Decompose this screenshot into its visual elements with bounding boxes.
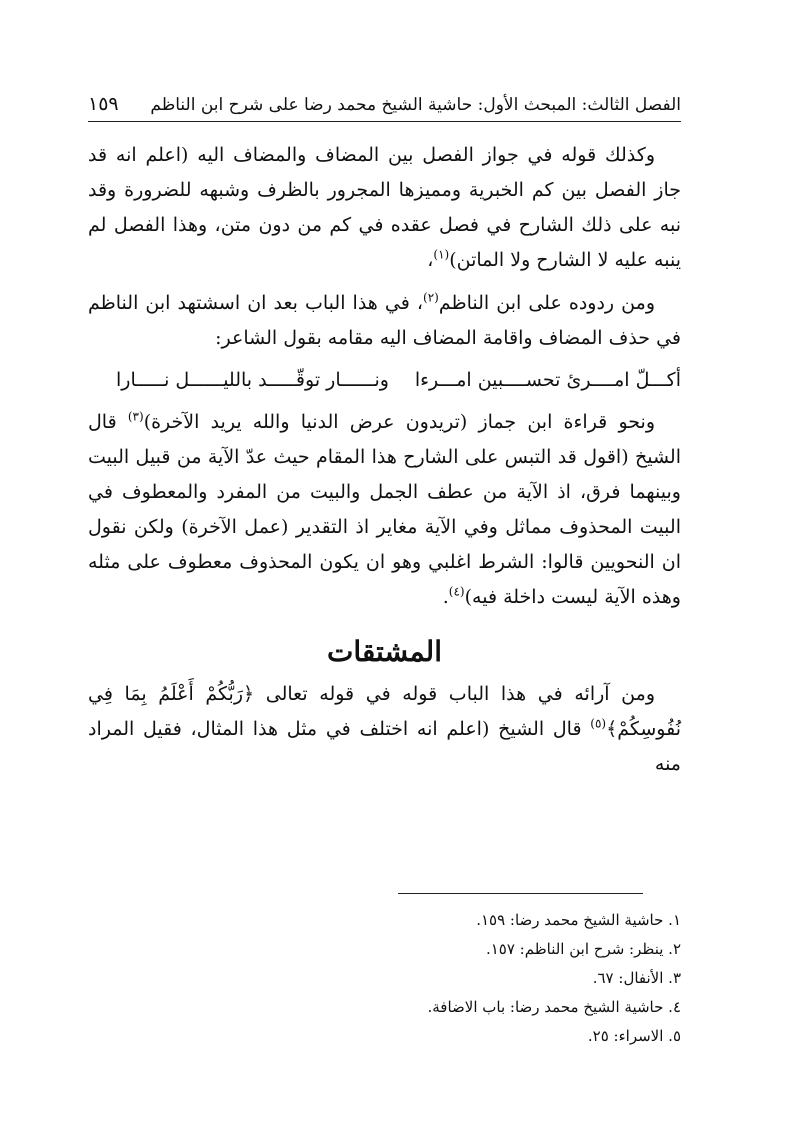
paragraph-4	[88, 677, 681, 782]
paragraph-2-text-a: ومن ردوده على ابن الناظم	[438, 292, 655, 314]
paragraph-2-text-b: ، في هذا الباب بعد ان اسشتهد ابن الناظم في حذف المضاف واقامة المضاف اليه مقامه بقول الشاعر:	[88, 292, 681, 349]
paragraph-3	[88, 405, 681, 615]
footnotes	[201, 906, 681, 1051]
page-number: ١٥٩	[88, 93, 119, 115]
paragraph-4-text-b: قال الشيخ (اعلم انه اختلف في مثل هذا المثال، فقيل المراد منه	[88, 718, 681, 775]
paragraph-1-tail: ،	[427, 249, 434, 271]
footnote-item: ٢. ينظر: شرح ابن الناظم: ١٥٧.	[485, 940, 681, 958]
paragraph-2	[88, 286, 681, 356]
verse-first-hemistich: أكـــلّ امــــرئ تحســــبين امـــرءا	[414, 369, 681, 391]
section-heading: المشتقات	[327, 635, 442, 668]
footnote-ref-5: (٥)	[590, 716, 607, 731]
page-body	[88, 138, 681, 782]
verse-second-hemistich: ونــــــار توقّـــــد بالليــــــل نـــــارا	[116, 369, 389, 391]
paragraph-3-text-b: قال الشيخ (اقول قد التبس على الشارح هذا المقام حيث عدّ الآية من قبيل البيت وبينهما فرق، اذ الآية من عطف الجمل والبيت من المفرد والمعطوف في البيت المحذوف مماثل وفي الآية مغاير اذ التقدير (عمل الآخرة) ولكن نقول ان النحويين قالوا: الشرط اغلبي وهو ان يكون المحذوف معطوف على مثله وهذه الآية ليست داخلة فيه)	[88, 411, 681, 608]
footnote-item: ٤. حاشية الشيخ محمد رضا: باب الاضافة.	[427, 998, 681, 1016]
paragraph-4-text-a: ومن آرائه في هذا الباب قوله في قوله تعالى ﴿رَبُّكُمْ أَعْلَمُ بِمَا فِي نُفُوسِكُمْ﴾	[88, 683, 681, 740]
footnote-ref-1: (١)	[433, 247, 450, 262]
footnote-ref-2: (٢)	[423, 290, 439, 305]
page-header	[88, 88, 681, 122]
paragraph-3-text-a: ونحو قراءة ابن جماز (تريدون عرض الدنيا والله يريد الآخرة)	[143, 411, 655, 433]
footnote-item: ٣. الأنفال: ٦٧.	[592, 969, 681, 987]
paragraph-3-tail: .	[442, 586, 449, 608]
footnote-ref-3: (٣)	[127, 409, 144, 424]
footnote-item: ٥. الاسراء: ٢٥.	[587, 1027, 681, 1045]
poetry-verse	[88, 363, 681, 398]
footnote-item: ١. حاشية الشيخ محمد رضا: ١٥٩.	[476, 911, 681, 929]
footnote-ref-4: (٤)	[448, 584, 465, 599]
footnote-separator	[398, 893, 643, 894]
running-title: الفصل الثالث: المبحث الأول: حاشية الشيخ محمد رضا على شرح ابن الناظم	[150, 95, 681, 115]
paragraph-1-text: وكذلك قوله في جواز الفصل بين المضاف والمضاف اليه (اعلم انه قد جاز الفصل بين كم الخبرية ومميزها المجرور بالظرف وشبهه للضرورة وقد نبه على ذلك الشارح في فصل عقده في كم من دون متن، وهذا الفصل لم ينبه عليه لا الشارح ولا الماتن)	[88, 144, 681, 271]
paragraph-1	[88, 138, 681, 278]
